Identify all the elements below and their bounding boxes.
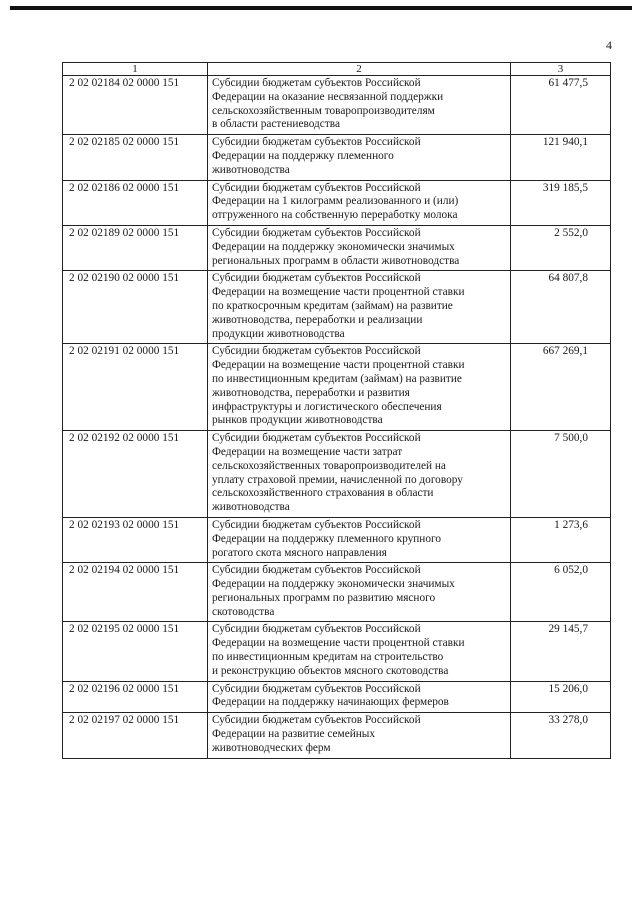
- description-line: сельскохозяйственного страхования в области: [212, 487, 434, 500]
- budget-code: 2 02 02186 02 0000 151: [63, 180, 208, 225]
- description-line: по краткосрочным кредитам (займам) на развитие: [212, 299, 453, 312]
- budget-code: 2 02 02192 02 0000 151: [63, 431, 208, 518]
- table-header-row: [63, 63, 611, 76]
- description-line: животноводства, переработки и реализации: [212, 313, 423, 326]
- description-line: региональных программ в области животноводства: [212, 254, 460, 267]
- table-row: [63, 271, 611, 344]
- description-line: Федерации на возмещение части процентной ставки: [212, 286, 465, 299]
- amount-cell: 61 477,5: [511, 76, 611, 135]
- description-line: продукции животноводства: [212, 327, 345, 340]
- table-row: [63, 225, 611, 270]
- description-cell: [208, 76, 511, 135]
- description-line: инфраструктуры и логистического обеспечения: [212, 400, 442, 413]
- budget-code: 2 02 02196 02 0000 151: [63, 681, 208, 713]
- description-cell: [208, 431, 511, 518]
- description-line: Субсидии бюджетам субъектов Российской: [212, 181, 421, 194]
- table-row: [63, 681, 611, 713]
- budget-code: 2 02 02185 02 0000 151: [63, 135, 208, 180]
- amount-cell: 319 185,5: [511, 180, 611, 225]
- amount-cell: 667 269,1: [511, 344, 611, 431]
- description-line: Федерации на поддержку племенного: [212, 149, 394, 162]
- budget-code: 2 02 02194 02 0000 151: [63, 563, 208, 622]
- description-line: рогатого скота мясного направления: [212, 546, 387, 559]
- description-cell: [208, 622, 511, 681]
- amount-cell: 6 052,0: [511, 563, 611, 622]
- amount-cell: 15 206,0: [511, 681, 611, 713]
- description-line: Федерации на возмещение части затрат: [212, 445, 403, 458]
- amount-cell: 29 145,7: [511, 622, 611, 681]
- table-row: [63, 622, 611, 681]
- description-cell: [208, 681, 511, 713]
- description-cell: [208, 713, 511, 758]
- description-line: Субсидии бюджетам субъектов Российской: [212, 272, 421, 285]
- table-row: [63, 344, 611, 431]
- amount-cell: 121 940,1: [511, 135, 611, 180]
- table-row: [63, 135, 611, 180]
- amount-cell: 1 273,6: [511, 517, 611, 562]
- description-line: Федерации на возмещение части процентной ставки: [212, 359, 465, 372]
- description-line: Субсидии бюджетам субъектов Российской: [212, 623, 421, 636]
- description-line: животноводства: [212, 163, 290, 176]
- description-cell: [208, 563, 511, 622]
- amount-cell: 7 500,0: [511, 431, 611, 518]
- description-cell: [208, 271, 511, 344]
- budget-code: 2 02 02193 02 0000 151: [63, 517, 208, 562]
- description-line: по инвестиционным кредитам на строительство: [212, 651, 444, 664]
- table-body: [63, 76, 611, 759]
- description-line: животноводческих ферм: [212, 741, 331, 754]
- description-line: рынков продукции животноводства: [212, 414, 383, 427]
- description-line: уплату страховой премии, начисленной по договору: [212, 473, 463, 486]
- description-line: Субсидии бюджетам субъектов Российской: [212, 518, 421, 531]
- description-line: сельскохозяйственным товаропроизводителям: [212, 104, 435, 117]
- description-line: сельскохозяйственных товаропроизводителей на: [212, 459, 446, 472]
- description-cell: [208, 135, 511, 180]
- description-line: Федерации на оказание несвязанной поддержки: [212, 90, 444, 103]
- page-number: 4: [606, 38, 612, 52]
- description-line: в области растениеводства: [212, 118, 340, 131]
- description-line: Субсидии бюджетам субъектов Российской: [212, 226, 421, 239]
- description-line: Субсидии бюджетам субъектов Российской: [212, 136, 421, 149]
- description-line: Федерации на поддержку экономически значимых: [212, 240, 455, 253]
- description-line: животноводства, переработки и развития: [212, 386, 410, 399]
- budget-code: 2 02 02190 02 0000 151: [63, 271, 208, 344]
- amount-cell: 2 552,0: [511, 225, 611, 270]
- description-line: Федерации на поддержку начинающих фермеров: [212, 696, 449, 709]
- column-header-3: 3: [511, 63, 611, 76]
- description-line: животноводства: [212, 501, 290, 514]
- amount-cell: 64 807,8: [511, 271, 611, 344]
- description-line: Федерации на 1 килограмм реализованного и (или): [212, 195, 459, 208]
- column-header-1: 1: [63, 63, 208, 76]
- description-line: Федерации на поддержку племенного крупного: [212, 532, 441, 545]
- description-cell: [208, 180, 511, 225]
- table-row: [63, 180, 611, 225]
- description-line: Субсидии бюджетам субъектов Российской: [212, 345, 421, 358]
- table-row: [63, 517, 611, 562]
- description-line: Субсидии бюджетам субъектов Российской: [212, 714, 421, 727]
- budget-code: 2 02 02189 02 0000 151: [63, 225, 208, 270]
- description-line: Субсидии бюджетам субъектов Российской: [212, 77, 421, 89]
- description-line: отгруженного на собственную переработку молока: [212, 209, 458, 222]
- description-line: Федерации на развитие семейных: [212, 728, 376, 741]
- budget-code: 2 02 02197 02 0000 151: [63, 713, 208, 758]
- budget-code: 2 02 02191 02 0000 151: [63, 344, 208, 431]
- column-header-2: 2: [208, 63, 511, 76]
- description-line: и реконструкцию объектов мясного скотоводства: [212, 664, 449, 677]
- budget-table: [62, 62, 611, 759]
- description-line: Федерации на поддержку экономически значимых: [212, 578, 455, 591]
- description-line: региональных программ по развитию мясного: [212, 591, 436, 604]
- description-cell: [208, 517, 511, 562]
- budget-code: 2 02 02195 02 0000 151: [63, 622, 208, 681]
- table-row: [63, 431, 611, 518]
- description-cell: [208, 344, 511, 431]
- description-line: Субсидии бюджетам субъектов Российской: [212, 564, 421, 577]
- budget-code: 2 02 02184 02 0000 151: [63, 76, 208, 135]
- description-line: Федерации на возмещение части процентной ставки: [212, 637, 465, 650]
- description-cell: [208, 225, 511, 270]
- amount-cell: 33 278,0: [511, 713, 611, 758]
- description-line: скотоводства: [212, 605, 275, 618]
- description-line: Субсидии бюджетам субъектов Российской: [212, 682, 421, 695]
- description-line: Субсидии бюджетам субъектов Российской: [212, 432, 421, 445]
- table-row: [63, 713, 611, 758]
- table-row: [63, 76, 611, 135]
- table-row: [63, 563, 611, 622]
- description-line: по инвестиционным кредитам (займам) на развитие: [212, 372, 462, 385]
- top-rule: [10, 6, 632, 10]
